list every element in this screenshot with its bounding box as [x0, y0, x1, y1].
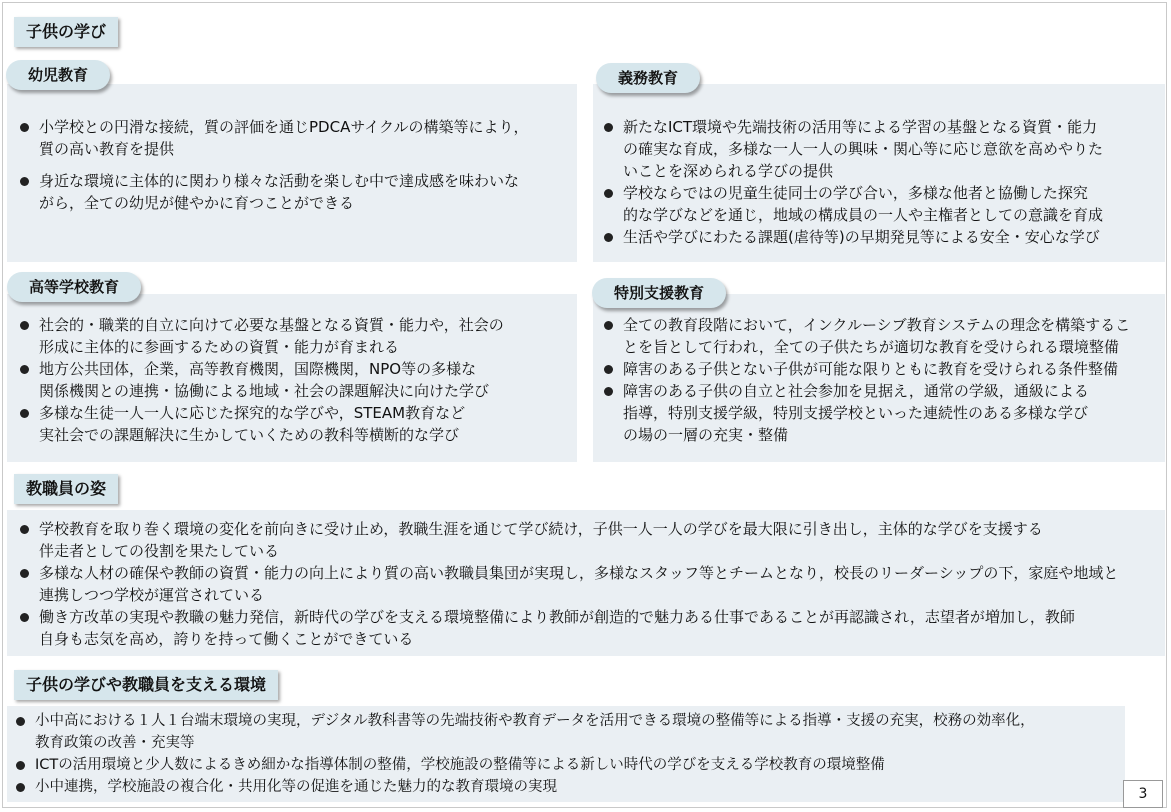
list-item: [601, 182, 1165, 226]
list-item-line: 小中高における１人１台端末環境の実現，デジタル教科書等の先端技術や教育データを活用できる環境の整備等による指導・支援の充実，校務の効率化，: [35, 713, 1035, 729]
list-compulsory: [601, 116, 1165, 248]
list-item: [13, 754, 1125, 776]
list-item: [601, 380, 1165, 446]
list-item-line: 身近な環境に主体的に関わり様々な活動を楽しむ中で達成感を味わいな: [39, 172, 520, 190]
list-item: [17, 402, 577, 446]
list-item: [17, 518, 1165, 562]
panel-staff: [7, 510, 1165, 656]
list-environment: [13, 710, 1125, 798]
list-item-line: 自身も志気を高め，誇りを持って働くことができている: [39, 630, 414, 648]
panel-special-needs: [593, 294, 1165, 462]
list-item-line: ICTの活用環境と少人数によるきめ細かな指導体制の整備，学校施設の整備等による新しい時代の学びを支える学校教育の環境整備: [35, 757, 885, 773]
list-item-line: 学校教育を取り巻く環境の変化を前向きに受け止め，教職生涯を通じて学び続け，子供一人一人の学びを最大限に引き出し，主体的な学びを支援する: [39, 520, 1043, 538]
list-item-line: の場の一層の充実・整備: [623, 426, 789, 444]
list-item-line: 教育政策の改善・充実等: [35, 735, 195, 751]
list-item-line: 全ての教育段階において，インクルーシブ教育システムの理念を構築するこ: [623, 316, 1131, 334]
list-item: [17, 358, 577, 402]
list-item-line: 質の高い教育を提供: [39, 140, 175, 158]
panel-early-childhood: [7, 84, 577, 262]
list-item: [601, 314, 1165, 358]
list-item-line: 実社会での課題解決に生かしていくための教科等横断的な学び: [39, 426, 460, 444]
pill-high-school: 高等学校教育: [7, 272, 141, 302]
list-item-line: がら，全ての幼児が健やかに育つことができる: [39, 194, 355, 212]
panel-compulsory: [593, 84, 1165, 262]
list-item-line: 小中連携，学校施設の複合化・共用化等の促進を通じた魅力的な教育環境の実現: [35, 779, 557, 795]
list-item-line: 障害のある子供とない子供が可能な限りともに教育を受けられる条件整備: [623, 360, 1119, 378]
list-item: [13, 710, 1125, 754]
section-title-staff: 教職員の姿: [14, 474, 118, 504]
list-item: [13, 776, 1125, 798]
panel-environment: [7, 706, 1125, 802]
list-item-line: の確実な育成，多様な一人一人の興味・関心等に応じ意欲を高めやりた: [623, 140, 1104, 158]
list-item-line: 新たなICT環境や先端技術の活用等による学習の基盤となる資質・能力: [623, 118, 1098, 136]
list-item: [17, 562, 1165, 606]
list-item-line: 障害のある子供の自立と社会参加を見据え，通常の学級，通級による: [623, 382, 1089, 400]
list-item: [601, 358, 1165, 380]
pill-early-childhood: 幼児教育: [6, 60, 110, 90]
list-early-childhood: [17, 116, 577, 214]
list-item: [17, 606, 1165, 650]
list-item: [17, 116, 577, 160]
list-item-line: 地方公共団体，企業，高等教育機関，国際機関，NPO等の多様な: [39, 360, 477, 378]
list-item-line: 多様な生徒一人一人に応じた探究的な学びや，STEAM教育など: [39, 404, 466, 422]
list-item-line: 多様な人材の確保や教師の資質・能力の向上により質の高い教職員集団が実現し，多様なスタッフ等とチームとなり，校長のリーダーシップの下，家庭や地域と: [39, 564, 1119, 582]
list-item-line: 関係機関との連携・協働による地域・社会の課題解決に向けた学び: [39, 382, 490, 400]
list-item: [17, 170, 577, 214]
list-item-line: とを旨として行われ，全ての子供たちが適切な教育を受けられる環境整備: [623, 338, 1119, 356]
section-title-children: 子供の学び: [14, 17, 118, 47]
list-item-line: 小学校との円滑な接続，質の評価を通じPDCAサイクルの構築等により，: [39, 118, 529, 136]
pill-special-needs: 特別支援教育: [592, 278, 726, 308]
list-item-line: 指導，特別支援学級，特別支援学校といった連続性のある多様な学び: [623, 404, 1089, 422]
list-item-line: 生活や学びにわたる課題(虐待等)の早期発見等による安全・安心な学び: [623, 228, 1100, 246]
page-number: 3: [1123, 780, 1163, 808]
pill-compulsory: 義務教育: [596, 63, 700, 93]
list-special-needs: [601, 314, 1165, 446]
list-item-line: 社会的・職業的自立に向けて必要な基盤となる資質・能力や，社会の: [39, 316, 504, 334]
list-item-line: 学校ならではの児童生徒同士の学び合い，多様な他者と協働した探究: [623, 184, 1088, 202]
list-item-line: 働き方改革の実現や教職の魅力発信，新時代の学びを支える環境整備により教師が創造的で魅力ある仕事であることが再認識され，志望者が増加し，教師: [39, 608, 1075, 626]
list-item: [601, 226, 1165, 248]
list-item-line: 伴走者としての役割を果たしている: [39, 542, 280, 560]
list-item: [601, 116, 1165, 182]
list-item-line: 的な学びなどを通じ，地域の構成員の一人や主権者としての意識を育成: [623, 206, 1104, 224]
list-item-line: 形成に主体的に参画するための資質・能力が育まれる: [39, 338, 400, 356]
list-item-line: いことを深められる学びの提供: [623, 162, 834, 180]
section-title-environment: 子供の学びや教職員を支える環境: [14, 670, 278, 700]
panel-high-school: [7, 294, 577, 462]
list-staff: [17, 518, 1165, 650]
list-item-line: 連携しつつ学校が運営されている: [39, 586, 265, 604]
list-high-school: [17, 314, 577, 446]
list-item: [17, 314, 577, 358]
